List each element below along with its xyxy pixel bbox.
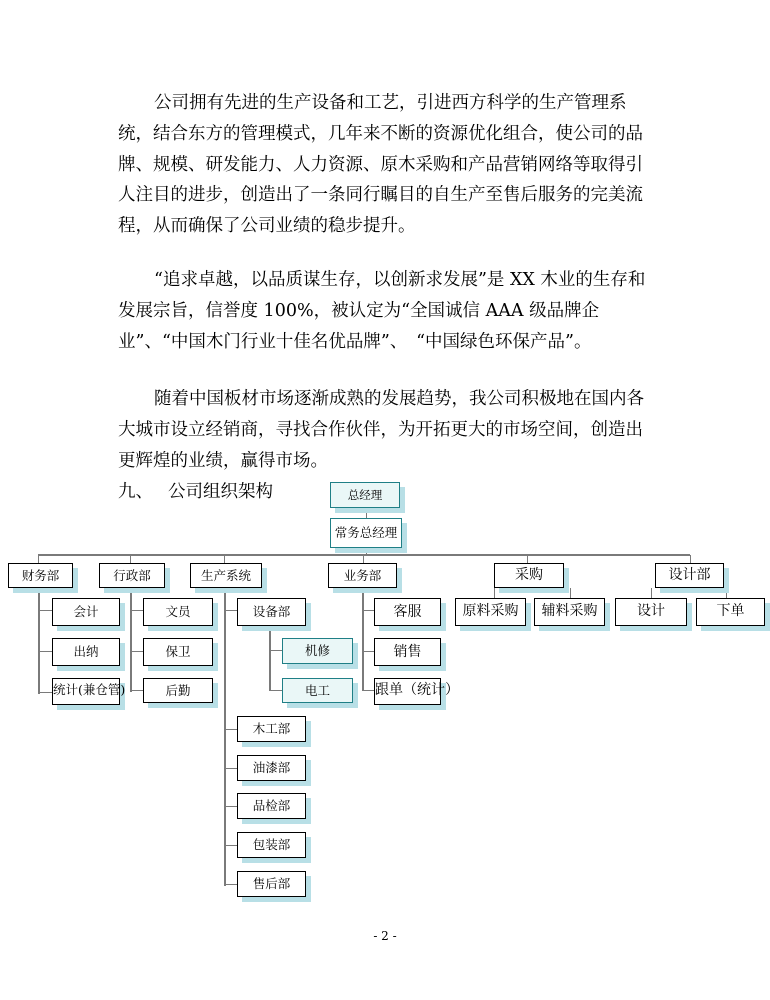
connector-line (224, 806, 237, 807)
org-node-equipment: 设备部 (237, 598, 306, 626)
org-node-security: 保卫 (143, 638, 213, 666)
section-heading (118, 480, 273, 504)
org-node-raw-material: 原料采购 (455, 598, 526, 626)
connector-line (38, 586, 40, 694)
org-node-cashier: 出纳 (52, 638, 120, 666)
connector-line (366, 548, 367, 554)
org-node-logistics: 后勤 (143, 678, 213, 703)
org-node-quality: 品检部 (237, 793, 306, 819)
connector-line (690, 555, 691, 563)
org-node-auxiliary-material: 辅料采购 (534, 598, 605, 626)
connector-line (363, 555, 364, 563)
org-node-maintenance: 机修 (282, 638, 353, 664)
connector-line (224, 768, 237, 769)
connector-line (38, 692, 52, 693)
connector-line (269, 690, 282, 691)
connector-line (38, 555, 39, 563)
connector-line (130, 651, 143, 652)
connector-line (38, 610, 52, 611)
connector-line (130, 555, 131, 563)
org-node-electrician: 电工 (282, 678, 353, 703)
connector-line (726, 588, 727, 598)
intro-paragraph-2: “追求卓越，以品质谋生存，以创新求发展”是 XX 木业的生存和发展宗旨，信誉度 100%，被认定为“全国诚信 AAA 级品牌企业”、“中国木门行业十佳名优品牌”、 “中国绿色环保产品”。 (118, 270, 646, 352)
org-node-customer-service: 客服 (374, 598, 441, 626)
org-node-purchasing: 采购 (494, 563, 564, 588)
connector-line (527, 555, 528, 563)
org-node-after-sales: 售后部 (237, 871, 306, 897)
connector-line (494, 588, 495, 598)
connector-line (130, 586, 132, 692)
org-node-painting: 油漆部 (237, 755, 306, 781)
connector-line (224, 610, 237, 611)
org-node-woodwork: 木工部 (237, 716, 306, 742)
org-node-business: 业务部 (328, 563, 397, 588)
connector-line (38, 554, 690, 556)
org-node-statistics: 统计(兼仓管) (52, 678, 120, 705)
org-node-accounting: 会计 (52, 598, 120, 626)
connector-line (362, 586, 364, 691)
connector-line (362, 651, 374, 652)
org-node-place-order: 下单 (696, 598, 765, 626)
org-node-general-manager: 总经理 (330, 482, 400, 508)
org-node-sales: 销售 (374, 638, 441, 666)
org-node-executive-gm: 常务总经理 (330, 518, 402, 548)
org-node-design: 设计部 (655, 563, 724, 588)
connector-line (269, 625, 271, 691)
org-node-packaging: 包装部 (237, 832, 306, 858)
org-node-design-work: 设计 (615, 598, 687, 626)
org-node-admin: 行政部 (99, 563, 165, 588)
connector-line (224, 729, 237, 730)
connector-line (362, 610, 374, 611)
connector-line (269, 650, 282, 651)
connector-line (224, 586, 226, 886)
intro-paragraph-1: 公司拥有先进的生产设备和工艺，引进西方科学的生产管理系统，结合东方的管理模式，几年来不断的资源优化组合，使公司的品牌、规模、研发能力、人力资源、原木采购和产品营销网络等取得引人注目的进步，创造出了一条同行瞩目的自生产至售后服务的完美流程，从而确保了公司业绩的稳步提升。 (118, 93, 643, 237)
connector-line (366, 508, 367, 518)
connector-line (224, 845, 237, 846)
org-node-order-tracking: 跟单（统计） (374, 678, 441, 705)
page-number: - 2 - (373, 929, 397, 943)
intro-paragraph-3: 随着中国板材市场逐渐成熟的发展趋势，我公司积极地在国内各大城市设立经销商，寻找合作伙伴，为开拓更大的市场空间，创造出更辉煌的业绩，赢得市场。 (118, 389, 644, 471)
section-title: 公司组织架构 (168, 482, 273, 502)
connector-line (224, 884, 237, 885)
connector-line (130, 610, 143, 611)
connector-line (130, 690, 143, 691)
connector-line (38, 651, 52, 652)
org-node-production: 生产系统 (190, 563, 262, 588)
connector-line (224, 555, 225, 563)
connector-line (651, 588, 652, 598)
org-node-finance: 财务部 (8, 563, 73, 588)
org-node-clerk: 文员 (143, 598, 213, 626)
section-number: 九、 (118, 482, 153, 502)
connector-line (362, 690, 374, 691)
connector-line (570, 588, 571, 598)
